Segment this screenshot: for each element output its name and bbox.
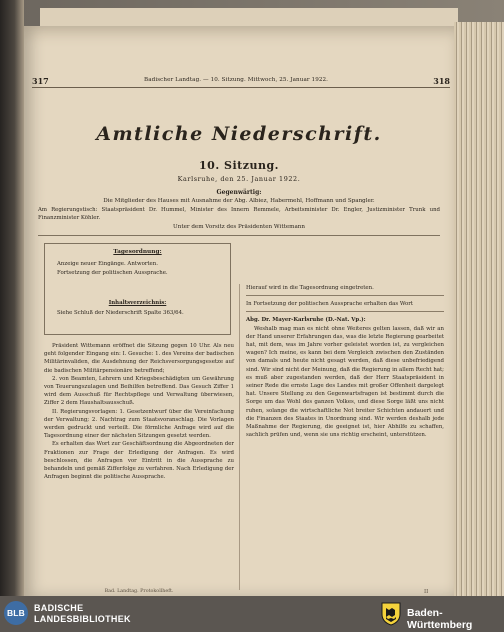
- baden-wuerttemberg-crest-icon[interactable]: [380, 600, 402, 626]
- present-members: Die Mitglieder des Hauses mit Ausnahme der Abg. Albiez, Habermehl, Hoffmann und Spangler.: [103, 198, 375, 204]
- left-paragraph: Es erhalten das Wort zur Geschäftsordnung die Abgeordneten der Fraktionen zur Frage der Erledigung der Anfragen. Es wird beschlossen, die Anfragen vor Eintritt in die Aussprache zu behandeln und gemäß Zifferfolge zu verfahren. Nach Erledigung der Anfragen beginnt die politische Aussprache.: [44, 441, 234, 481]
- page-number: 317: [32, 76, 49, 86]
- left-footer-note: Bad. Landtag. Protokollheft.: [104, 589, 174, 594]
- agenda-title: Tagesordnung:: [113, 249, 162, 255]
- speaker-line: Abg. Dr. Mayer-Karlsruhe (D.-Nat. Vp.):: [246, 317, 366, 324]
- session-title: 10. Sitzung.: [199, 159, 279, 172]
- main-title: Amtliche Niederschrift.: [96, 123, 382, 145]
- state-name[interactable]: Baden-Württemberg: [407, 607, 473, 631]
- section-rule: [38, 235, 440, 236]
- agenda-contents-title: Inhaltsverzeichnis:: [108, 300, 167, 306]
- government-line: Am Regierungstisch: Staatspräsident Dr. Hummel, Minister des Innern Remmele, Arbeitsminister Dr. Engler, Justizminister Trunk und Finanzminister Köhler.: [38, 207, 440, 221]
- right-column: [246, 284, 444, 439]
- right-continuation: In Fortsetzung der politischen Aussprache erhalten das Wort: [246, 301, 413, 308]
- agenda-item: Fortsetzung der politischen Aussprache.: [57, 270, 168, 276]
- blb-logo-icon[interactable]: [4, 601, 28, 625]
- library-name-line2[interactable]: LANDESBIBLIOTHEK: [34, 614, 131, 624]
- left-paragraph: II. Regierungsvorlagen: 1. Gesetzentwurf über die Vereinfachung der Verwaltung; 2. Nachtrag zum Staatsvoranschlag. Die Vorlagen werden gedruckt und verteilt. Die förmliche Anfrage wird auf die Tagesordnung einer der nächsten Sitzungen gesetzt werden.: [44, 408, 234, 440]
- page-stack-edge: [454, 22, 504, 596]
- agenda-item: Anzeige neuer Eingänge. Antworten.: [57, 261, 158, 267]
- left-column: [44, 342, 234, 481]
- footer-bar: [0, 596, 504, 632]
- blb-logo-text: BLB: [6, 608, 26, 618]
- library-name-line1[interactable]: BADISCHE: [34, 603, 84, 613]
- session-date: Karlsruhe, den 25. Januar 1922.: [177, 175, 301, 183]
- chair-line: Unter dem Vorsitz des Präsidenten Wittemann: [173, 224, 305, 230]
- present-heading: Gegenwärtig:: [216, 189, 262, 196]
- right-footer-mark: II: [424, 589, 429, 595]
- left-paragraph: Präsident Wittemann eröffnet die Sitzung gegen 10 Uhr. Als neu geht folgender Eingang ein: I. Gesuche: 1. des Vereins der badischen Militärinvaliden, die Ausdehnung der Reichsversorgungsgesetze auf die badischen Militärpensionäre betreffend;: [44, 343, 234, 374]
- speech-text: Weshalb mag man es nicht ohne Weiteres gelten lassen, daß wir an der Hand unserer Erfahrungen das, was die letzte Regierung gearbeitet hat, mit dem, was im Jahre vorher geleistet worden ist, zu vergleichen wagen? Ich meine, es kann bei dem Vergleich zwischen den Zuständen von damals und heute nicht gesagt werden, daß diese unbefriedigend sind. Wir sind nicht der Meinung, daß die Regierung in allem Recht hat; es muß aber zugestanden werden, daß der Herr Staatspräsident in seiner Rede die ernste Lage des Landes mit großer Offenheit dargelegt hat. Unsere Stellung zu den Gegenwartsfragen ist bestimmt durch die Sorge um das Wohl des ganzen Volkes, und diese Sorge läßt uns nicht ruhen, solange die wirtschaftliche Not breiter Schichten andauert und die Finanzen des Staates in Unordnung sind. Wir werden deshalb jede Maßnahme der Regierung, die geeignet ist, hier Abhilfe zu schaffen, sachlich prüfen und, wenn sie uns richtig erscheint, unterstützen.: [246, 325, 444, 439]
- left-paragraph: 2. von Beamten, Lehrern und Kriegsbeschädigten um Gewährung von Teuerungszulagen und Beihilfen betreffend. Das Gesuch Ziffer 1 wird dem Ausschuß für Rechtspflege und Verwaltung überwiesen, Ziffer 2 dem Haushaltsausschuß.: [44, 375, 234, 407]
- column-divider: [239, 284, 240, 590]
- right-rule: [246, 311, 444, 312]
- page-corner-mark: 318: [433, 76, 450, 86]
- agenda-contents-text: Siehe Schluß der Niederschrift Spalte 363/64.: [57, 310, 184, 316]
- right-rule: [246, 295, 444, 296]
- running-head: Badischer Landtag. — 10. Sitzung. Mittwoch, 25. Januar 1922.: [144, 77, 329, 83]
- agenda-box: [44, 243, 231, 335]
- right-intro: Hierauf wird in die Tagesordnung eingetreten.: [246, 285, 374, 291]
- header-rule: [32, 87, 450, 88]
- book-spine: [0, 0, 24, 596]
- scanned-page: [24, 26, 454, 596]
